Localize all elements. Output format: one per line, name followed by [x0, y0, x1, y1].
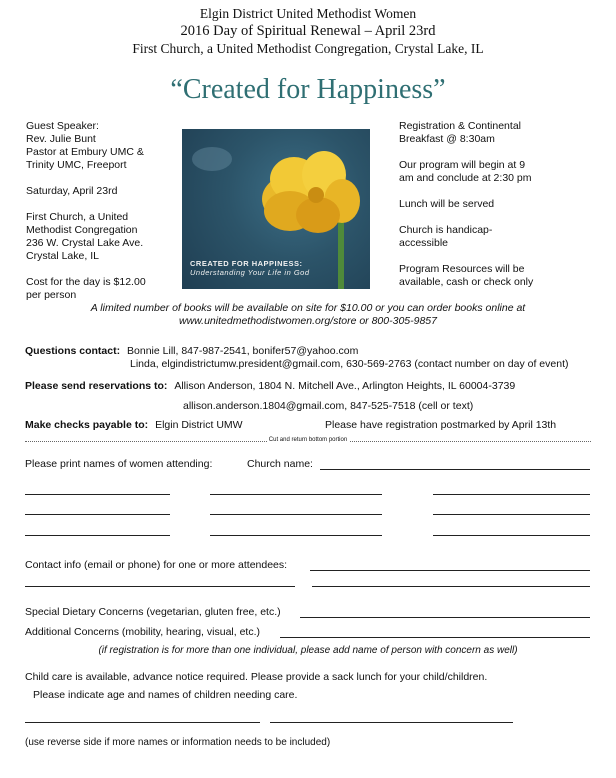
header-line3: First Church, a United Methodist Congregation, Crystal Lake, IL	[132, 41, 484, 56]
photo-subcaption: Understanding Your Life in God	[190, 268, 310, 277]
page-title: “Created for Happiness”	[170, 74, 446, 105]
books-line2: www.unitedmethodistwomen.org/store or 800-305-9857	[179, 315, 437, 327]
checks-label: Make checks payable to:	[25, 419, 149, 431]
resources-line: available, cash or check only	[399, 276, 534, 288]
questions-contact: Bonnie Lill, 847-987-2541, bonifer57@yahoo.com	[127, 345, 359, 357]
attendee-name-field[interactable]	[210, 535, 382, 536]
additional-field[interactable]	[280, 637, 590, 638]
checks-payee: Elgin District UMW	[155, 419, 243, 431]
childcare-line: Please indicate age and names of children needing care.	[33, 689, 298, 701]
registration-line: Breakfast @ 8:30am	[399, 133, 495, 145]
reverse-note: (use reverse side if more names or information needs to be included)	[25, 737, 331, 748]
left-column	[26, 120, 176, 302]
deadline-note: Please have registration postmarked by April 13th	[325, 419, 557, 431]
speaker-role: Trinity UMC, Freeport	[26, 159, 127, 171]
contact-field[interactable]	[25, 586, 295, 587]
venue-line: Methodist Congregation	[26, 224, 138, 236]
cost-line: Cost for the day is $12.00	[26, 276, 146, 288]
childcare-field[interactable]	[270, 722, 513, 723]
resources-line: Program Resources will be	[399, 263, 525, 275]
attendee-name-field[interactable]	[210, 494, 382, 495]
dietary-label: Special Dietary Concerns (vegetarian, gluten free, etc.)	[25, 606, 281, 618]
header-line2: 2016 Day of Spiritual Renewal – April 23rd	[180, 23, 436, 39]
cost-line: per person	[26, 289, 77, 301]
right-column	[399, 120, 599, 289]
venue-line: Crystal Lake, IL	[26, 250, 99, 262]
reservations-contact: allison.anderson.1804@gmail.com, 847-525-7518 (cell or text)	[183, 400, 474, 412]
attendee-name-field[interactable]	[210, 514, 382, 515]
books-line1: A limited number of books will be available on site for $10.00 or you can order books online at	[90, 302, 526, 314]
access-line: Church is handicap-	[399, 224, 493, 236]
attendee-name-field[interactable]	[433, 514, 590, 515]
reservations-label: Please send reservations to:	[25, 380, 168, 392]
attendee-name-field[interactable]	[433, 494, 590, 495]
additional-label: Additional Concerns (mobility, hearing, visual, etc.)	[25, 626, 260, 638]
speaker-role: Pastor at Embury UMC &	[26, 146, 144, 158]
attendee-name-field[interactable]	[25, 535, 170, 536]
attendee-name-field[interactable]	[25, 514, 170, 515]
lunch-line: Lunch will be served	[399, 198, 495, 210]
childcare-field[interactable]	[25, 722, 260, 723]
church-label: Church name:	[247, 458, 313, 470]
childcare-line: Child care is available, advance notice required. Please provide a sack lunch for your child/children.	[25, 671, 488, 683]
questions-label: Questions contact:	[25, 345, 121, 357]
additional-note: (if registration is for more than one individual, please add name of person with concern as well)	[98, 645, 518, 656]
event-date: Saturday, April 23rd	[26, 185, 118, 197]
reservations-address: Allison Anderson, 1804 N. Mitchell Ave., Arlington Heights, IL 60004-3739	[174, 380, 516, 392]
names-label: Please print names of women attending:	[25, 458, 213, 470]
header-line1: Elgin District United Methodist Women	[199, 6, 417, 21]
venue-line: First Church, a United	[26, 211, 129, 223]
venue-line: 236 W. Crystal Lake Ave.	[26, 237, 144, 249]
contact-field[interactable]	[310, 570, 590, 571]
dietary-field[interactable]	[300, 617, 590, 618]
program-line: am and conclude at 2:30 pm	[399, 172, 532, 184]
access-line: accessible	[399, 237, 449, 249]
cut-text: Cut and return bottom portion	[268, 437, 348, 443]
program-line: Our program will begin at 9	[399, 159, 526, 171]
registration-line: Registration & Continental	[399, 120, 521, 132]
contact-field[interactable]	[312, 586, 590, 587]
church-name-field[interactable]	[320, 469, 590, 470]
attendee-name-field[interactable]	[433, 535, 590, 536]
speaker-label: Guest Speaker:	[26, 120, 99, 132]
flower-photo	[182, 129, 370, 289]
questions-contact: Linda, elgindistrictumw.president@gmail.com, 630-569-2763 (contact number on day of event)	[130, 358, 569, 370]
speaker-name: Rev. Julie Bunt	[26, 133, 96, 145]
photo-caption: CREATED FOR HAPPINESS:	[190, 259, 303, 268]
attendee-name-field[interactable]	[25, 494, 170, 495]
contact-label: Contact info (email or phone) for one or more attendees:	[25, 559, 288, 571]
